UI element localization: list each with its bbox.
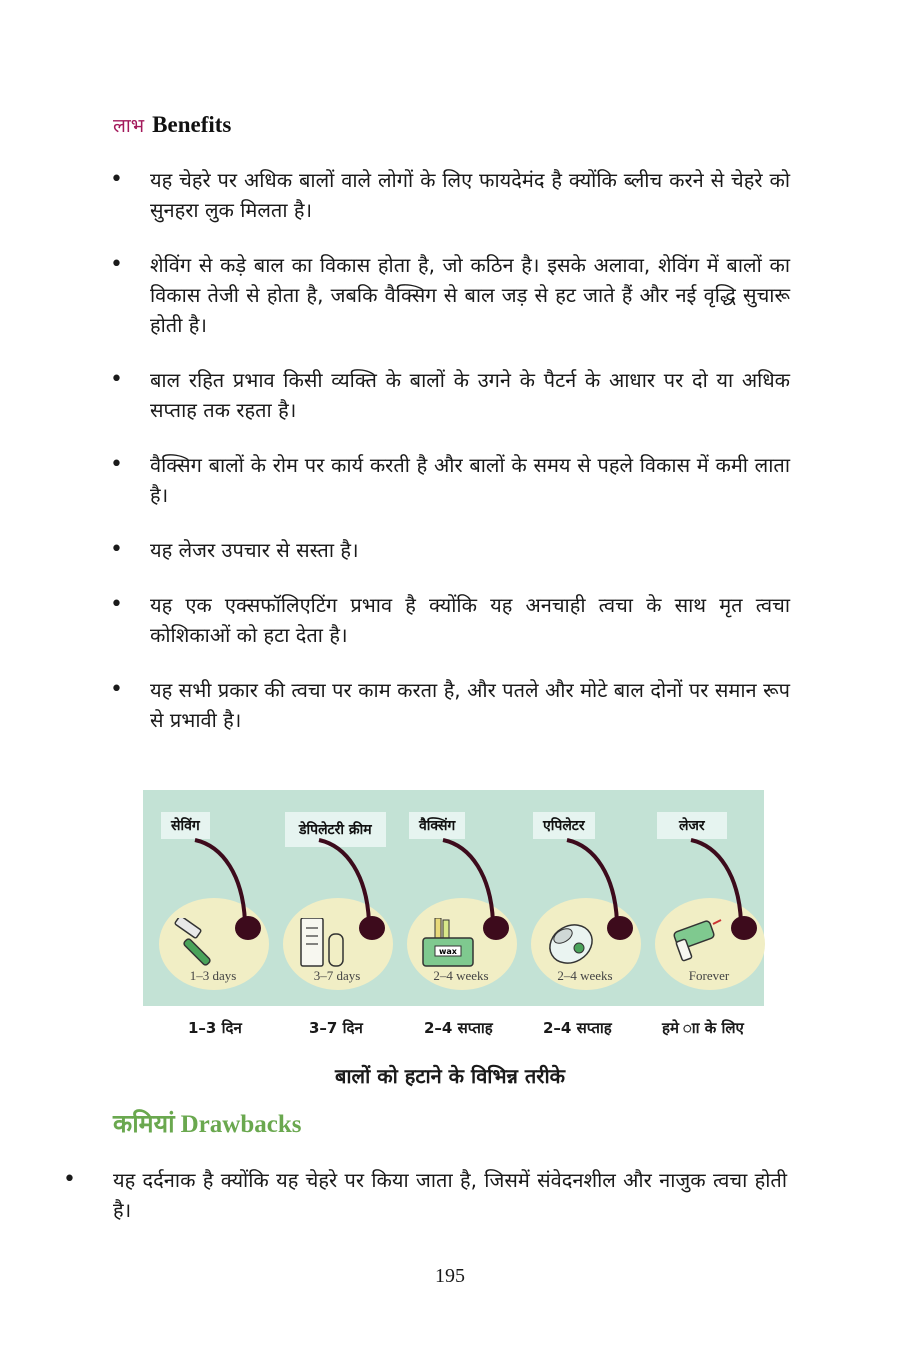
list-item: • यह एक एक्सफॉलिएटिंग प्रभाव है क्योंकि यह अनचाही त्वचा के साथ मृत त्वचा कोशिकाओं को हटा देता है। [110, 592, 790, 647]
bullet-icon: • [110, 252, 123, 277]
hair-strand-icon [193, 836, 253, 926]
drawbacks-heading-hindi: कमियां [113, 1109, 175, 1138]
duration-label: 3–7 days [313, 968, 361, 983]
bullet-icon: • [110, 452, 123, 477]
bullet-icon: • [110, 592, 123, 617]
duration-label: 2–4 weeks [433, 968, 489, 983]
method-label: लेजर [657, 812, 727, 839]
benefits-heading [113, 112, 231, 138]
bullet-icon: • [110, 677, 123, 702]
list-item: • यह लेजर उपचार से सस्ता है। [110, 535, 790, 565]
list-item: • यह दर्दनाक है क्योंकि यह चेहरे पर किया जाता है, जिसमें संवेदनशील और नाजुक त्वचा होती है। [63, 1167, 787, 1222]
method-shaving [151, 790, 275, 1006]
bullet-icon: • [63, 1167, 76, 1192]
hair-follicle-icon [483, 916, 509, 940]
method-label: वैक्सिंग [409, 812, 465, 839]
bullet-icon: • [110, 167, 123, 192]
duration-label: 1–3 days [189, 968, 237, 983]
page-number: 195 [435, 1265, 465, 1287]
method-depilatory-cream [275, 790, 399, 1006]
hair-removal-figure [143, 790, 764, 1006]
laser-device-icon [669, 918, 723, 968]
list-item: • यह सभी प्रकार की त्वचा पर काम करता है, और पतले और मोटे बाल दोनों पर समान रूप से प्रभावी है। [110, 677, 790, 732]
epilator-icon [545, 918, 599, 968]
hair-strand-icon [689, 836, 749, 926]
cream-tube-icon [297, 918, 351, 968]
duration-label: 2–4 weeks [557, 968, 613, 983]
duration-hindi: 3–7 दिन [309, 1019, 363, 1037]
method-epilator [523, 790, 647, 1006]
benefits-heading-english: Benefits [152, 112, 232, 137]
method-label: एपिलेटर [533, 812, 595, 839]
figure-caption: बालों को हटाने के विभिन्न तरीके [334, 1064, 566, 1088]
method-label: डेपिलेटरी क्रीम [285, 812, 386, 847]
list-item: • शेविंग से कड़े बाल का विकास होता है, जो कठिन है। इसके अलावा, शेविंग में बालों का विकास तेजी से होता है, जबकि वैक्सिग से बाल जड़ से हट जाते हैं और नई वृद्धि सुचारू होती है। [110, 252, 790, 337]
bullet-icon: • [110, 537, 123, 562]
method-laser [647, 790, 771, 1006]
duration-hindi: हमे ाा के लिए [662, 1019, 744, 1037]
duration-hindi: 2–4 सप्ताह [543, 1019, 612, 1037]
hair-follicle-icon [235, 916, 261, 940]
method-label: सेविंग [161, 812, 210, 839]
duration-hindi: 1–3 दिन [188, 1019, 242, 1037]
bullet-icon: • [110, 367, 123, 392]
duration-hindi: 2–4 सप्ताह [424, 1019, 493, 1037]
razor-icon [173, 918, 227, 968]
drawbacks-heading-english: Drawbacks [180, 1111, 302, 1138]
hair-follicle-icon [731, 916, 757, 940]
hair-follicle-icon [607, 916, 633, 940]
duration-label: Forever [688, 968, 730, 983]
drawbacks-list [63, 1165, 787, 1225]
hair-strand-icon [565, 836, 625, 926]
hair-strand-icon [317, 836, 377, 926]
drawbacks-heading [113, 1106, 301, 1140]
list-item: • यह चेहरे पर अधिक बालों वाले लोगों के लिए फायदेमंद है क्योंकि ब्लीच करने से चेहरे को सुनहरा लुक मिलता है। [110, 167, 790, 222]
hair-strand-icon [441, 836, 501, 926]
wax-jar-icon [421, 918, 475, 968]
method-waxing [399, 790, 523, 1006]
hindi-durations-row [143, 1018, 764, 1044]
list-item: • वैक्सिग बालों के रोम पर कार्य करती है और बालों के समय से पहले विकास में कमी लाता है। [110, 452, 790, 507]
svg-text:wax: wax [439, 947, 457, 956]
benefits-list [110, 165, 790, 760]
list-item: • बाल रहित प्रभाव किसी व्यक्ति के बालों के उगने के पैटर्न के आधार पर दो या अधिक सप्ताह तक रहता है। [110, 367, 790, 422]
hair-follicle-icon [359, 916, 385, 940]
benefits-heading-hindi: लाभ [113, 115, 145, 137]
